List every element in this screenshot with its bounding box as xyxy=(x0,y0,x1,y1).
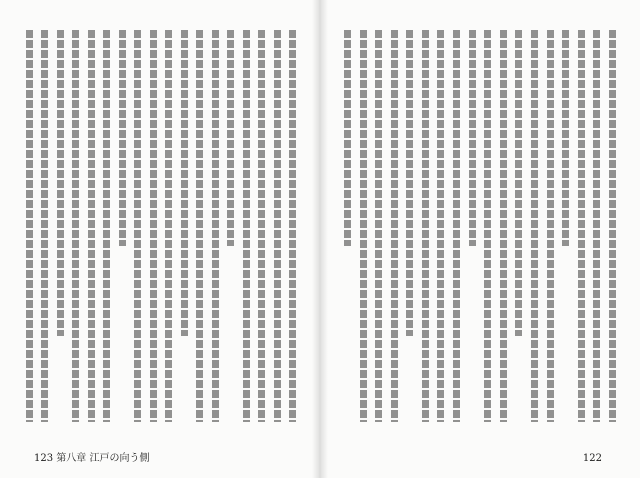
text-column xyxy=(500,30,507,422)
text-column xyxy=(344,30,351,246)
text-column xyxy=(57,30,64,336)
text-column xyxy=(227,30,234,246)
left-page-folio: 123 xyxy=(34,453,54,464)
right-page-body-text xyxy=(344,30,616,422)
text-column xyxy=(375,30,382,422)
text-column xyxy=(165,30,172,422)
left-page-footer xyxy=(34,449,149,464)
text-column xyxy=(26,30,33,422)
text-column xyxy=(243,30,250,422)
text-column xyxy=(212,30,219,422)
text-column xyxy=(593,30,600,422)
text-column xyxy=(547,30,554,422)
text-column xyxy=(531,30,538,422)
right-page xyxy=(322,0,640,478)
text-column xyxy=(515,30,522,336)
text-column xyxy=(103,30,110,422)
text-column xyxy=(360,30,367,422)
text-column xyxy=(258,30,265,422)
text-column xyxy=(609,30,616,422)
right-page-folio: 122 xyxy=(582,453,602,464)
text-column xyxy=(150,30,157,422)
left-page xyxy=(0,0,318,478)
text-column xyxy=(437,30,444,422)
text-column xyxy=(88,30,95,422)
text-column xyxy=(391,30,398,422)
running-header: 第八章 江戸の向う側 xyxy=(56,453,150,464)
text-column xyxy=(72,30,79,422)
text-column xyxy=(484,30,491,422)
text-column xyxy=(196,30,203,422)
text-column xyxy=(41,30,48,422)
text-column xyxy=(406,30,413,336)
text-column xyxy=(453,30,460,422)
text-column xyxy=(119,30,126,246)
text-column xyxy=(469,30,476,246)
text-column xyxy=(562,30,569,246)
text-column xyxy=(274,30,281,422)
text-column xyxy=(134,30,141,422)
text-column xyxy=(578,30,585,422)
right-page-footer xyxy=(583,453,602,464)
text-column xyxy=(289,30,296,422)
left-page-body-text xyxy=(26,30,296,422)
text-column xyxy=(422,30,429,422)
text-column xyxy=(181,30,188,336)
